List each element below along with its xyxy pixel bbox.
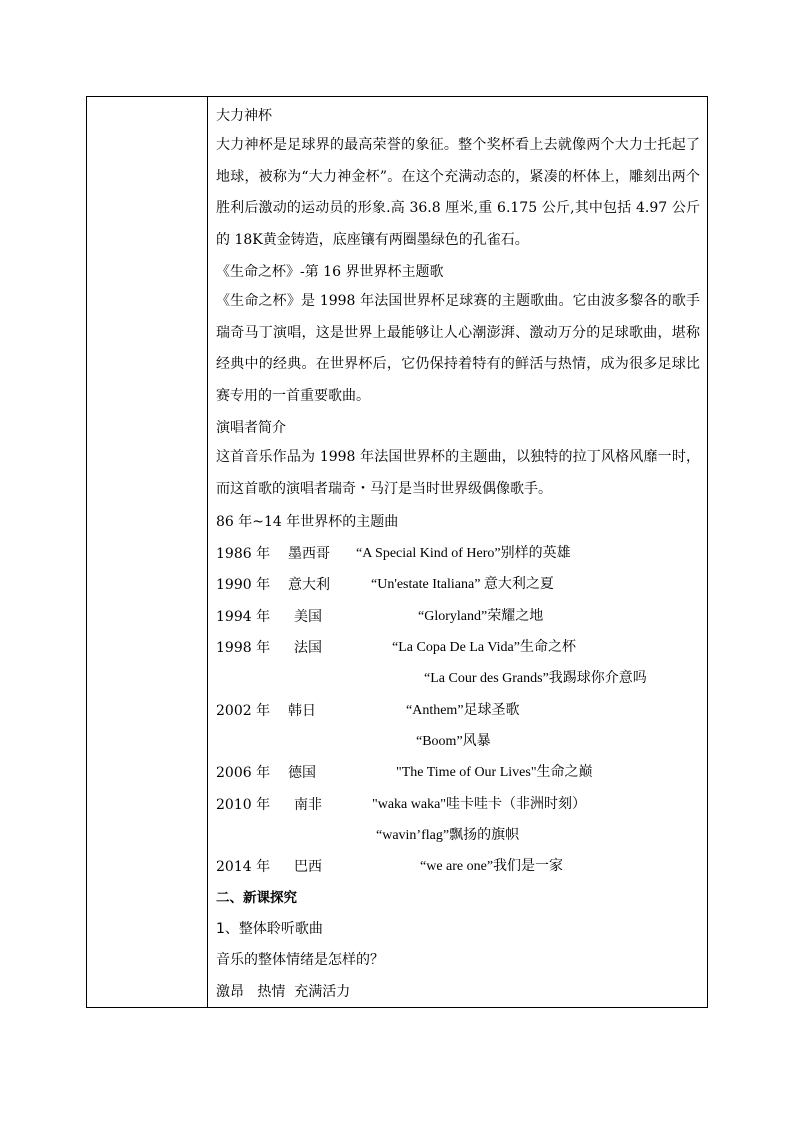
song-country: 意大利 — [288, 577, 330, 593]
song-name: “La Cour des Grands”我踢球你介意吗 — [424, 671, 647, 686]
song-year: 1998 年 — [216, 640, 271, 656]
song-year: 1986 年 — [216, 546, 271, 562]
singer-paragraph: 这首音乐作品为 1998 年法国世界杯的主题曲，以独特的拉丁风格风靡一时，而这首歌的演唱者瑞奇・马汀是当时世界级偶像歌手。 — [216, 449, 700, 497]
listen-heading: 1、整体聆听歌曲 — [216, 921, 323, 937]
song-name: "waka waka"哇卡哇卡（非洲时刻） — [372, 797, 587, 812]
song-country: 韩日 — [288, 703, 316, 719]
trophy-paragraph: 大力神杯是足球界的最高荣誉的象征。整个奖杯看上去就像两个大力士托起了地球，被称为“大力神金杯”。在这个充满动态的，紧凑的杯体上，雕刻出两个胜利后激动的运动员的形象.高 36.8 厘米,重 6.175 公斤,其中包括 4.97 公斤的 18K黄金铸造，底座镶有两圈墨绿色的孔雀石。 — [216, 137, 700, 248]
song-year: 2006 年 — [216, 765, 271, 781]
song-name: “we are one”我们是一家 — [420, 859, 564, 874]
song-country: 德国 — [288, 765, 316, 781]
song-country: 法国 — [294, 640, 322, 656]
song-name: “Gloryland”荣耀之地 — [418, 609, 544, 624]
song-country: 墨西哥 — [288, 546, 330, 562]
new-lesson-heading: 二、新课探究 — [216, 890, 297, 906]
song-year: 2014 年 — [216, 859, 271, 875]
mood-question: 音乐的整体情绪是怎样的？ — [216, 952, 384, 968]
song-name: “wavin’flag”飘扬的旗帜 — [376, 828, 520, 843]
song-year: 2002 年 — [216, 703, 271, 719]
column-divider — [207, 97, 208, 1007]
song-year: 1994 年 — [216, 609, 271, 625]
songs-list-title: 86 年~14 年世界杯的主题曲 — [216, 514, 399, 530]
song-name: “Anthem”足球圣歌 — [406, 703, 520, 718]
song-name: “A Special Kind of Hero”别样的英雄 — [356, 546, 571, 561]
singer-title: 演唱者简介 — [216, 420, 286, 436]
trophy-title: 大力神杯 — [216, 108, 272, 124]
song-country: 南非 — [294, 797, 322, 813]
song-name: "The Time of Our Lives"生命之巅 — [396, 765, 593, 780]
song-year: 1990 年 — [216, 577, 271, 593]
song-name: “Un'estate Italiana” 意大利之夏 — [371, 577, 554, 592]
song-paragraph: 《生命之杯》是 1998 年法国世界杯足球赛的主题歌曲。它由波多黎各的歌手瑞奇马丁演唱，这是世界上最能够让人心潮澎湃、激动万分的足球歌曲，堪称经典中的经典。在世界杯后，它仍保持着特有的鲜活与热情，成为很多足球比赛专用的一首重要歌曲。 — [216, 293, 700, 404]
song-country: 美国 — [294, 609, 322, 625]
song-name: “La Copa De La Vida”生命之杯 — [392, 640, 576, 655]
song-title: 《生命之杯》-第 16 界世界杯主题歌 — [216, 264, 444, 280]
mood-answer: 激昂 热情 充满活力 — [216, 984, 351, 1000]
lesson-table — [86, 96, 708, 1008]
song-name: “Boom”风暴 — [416, 734, 491, 749]
song-year: 2010 年 — [216, 797, 271, 813]
song-country: 巴西 — [294, 859, 322, 875]
